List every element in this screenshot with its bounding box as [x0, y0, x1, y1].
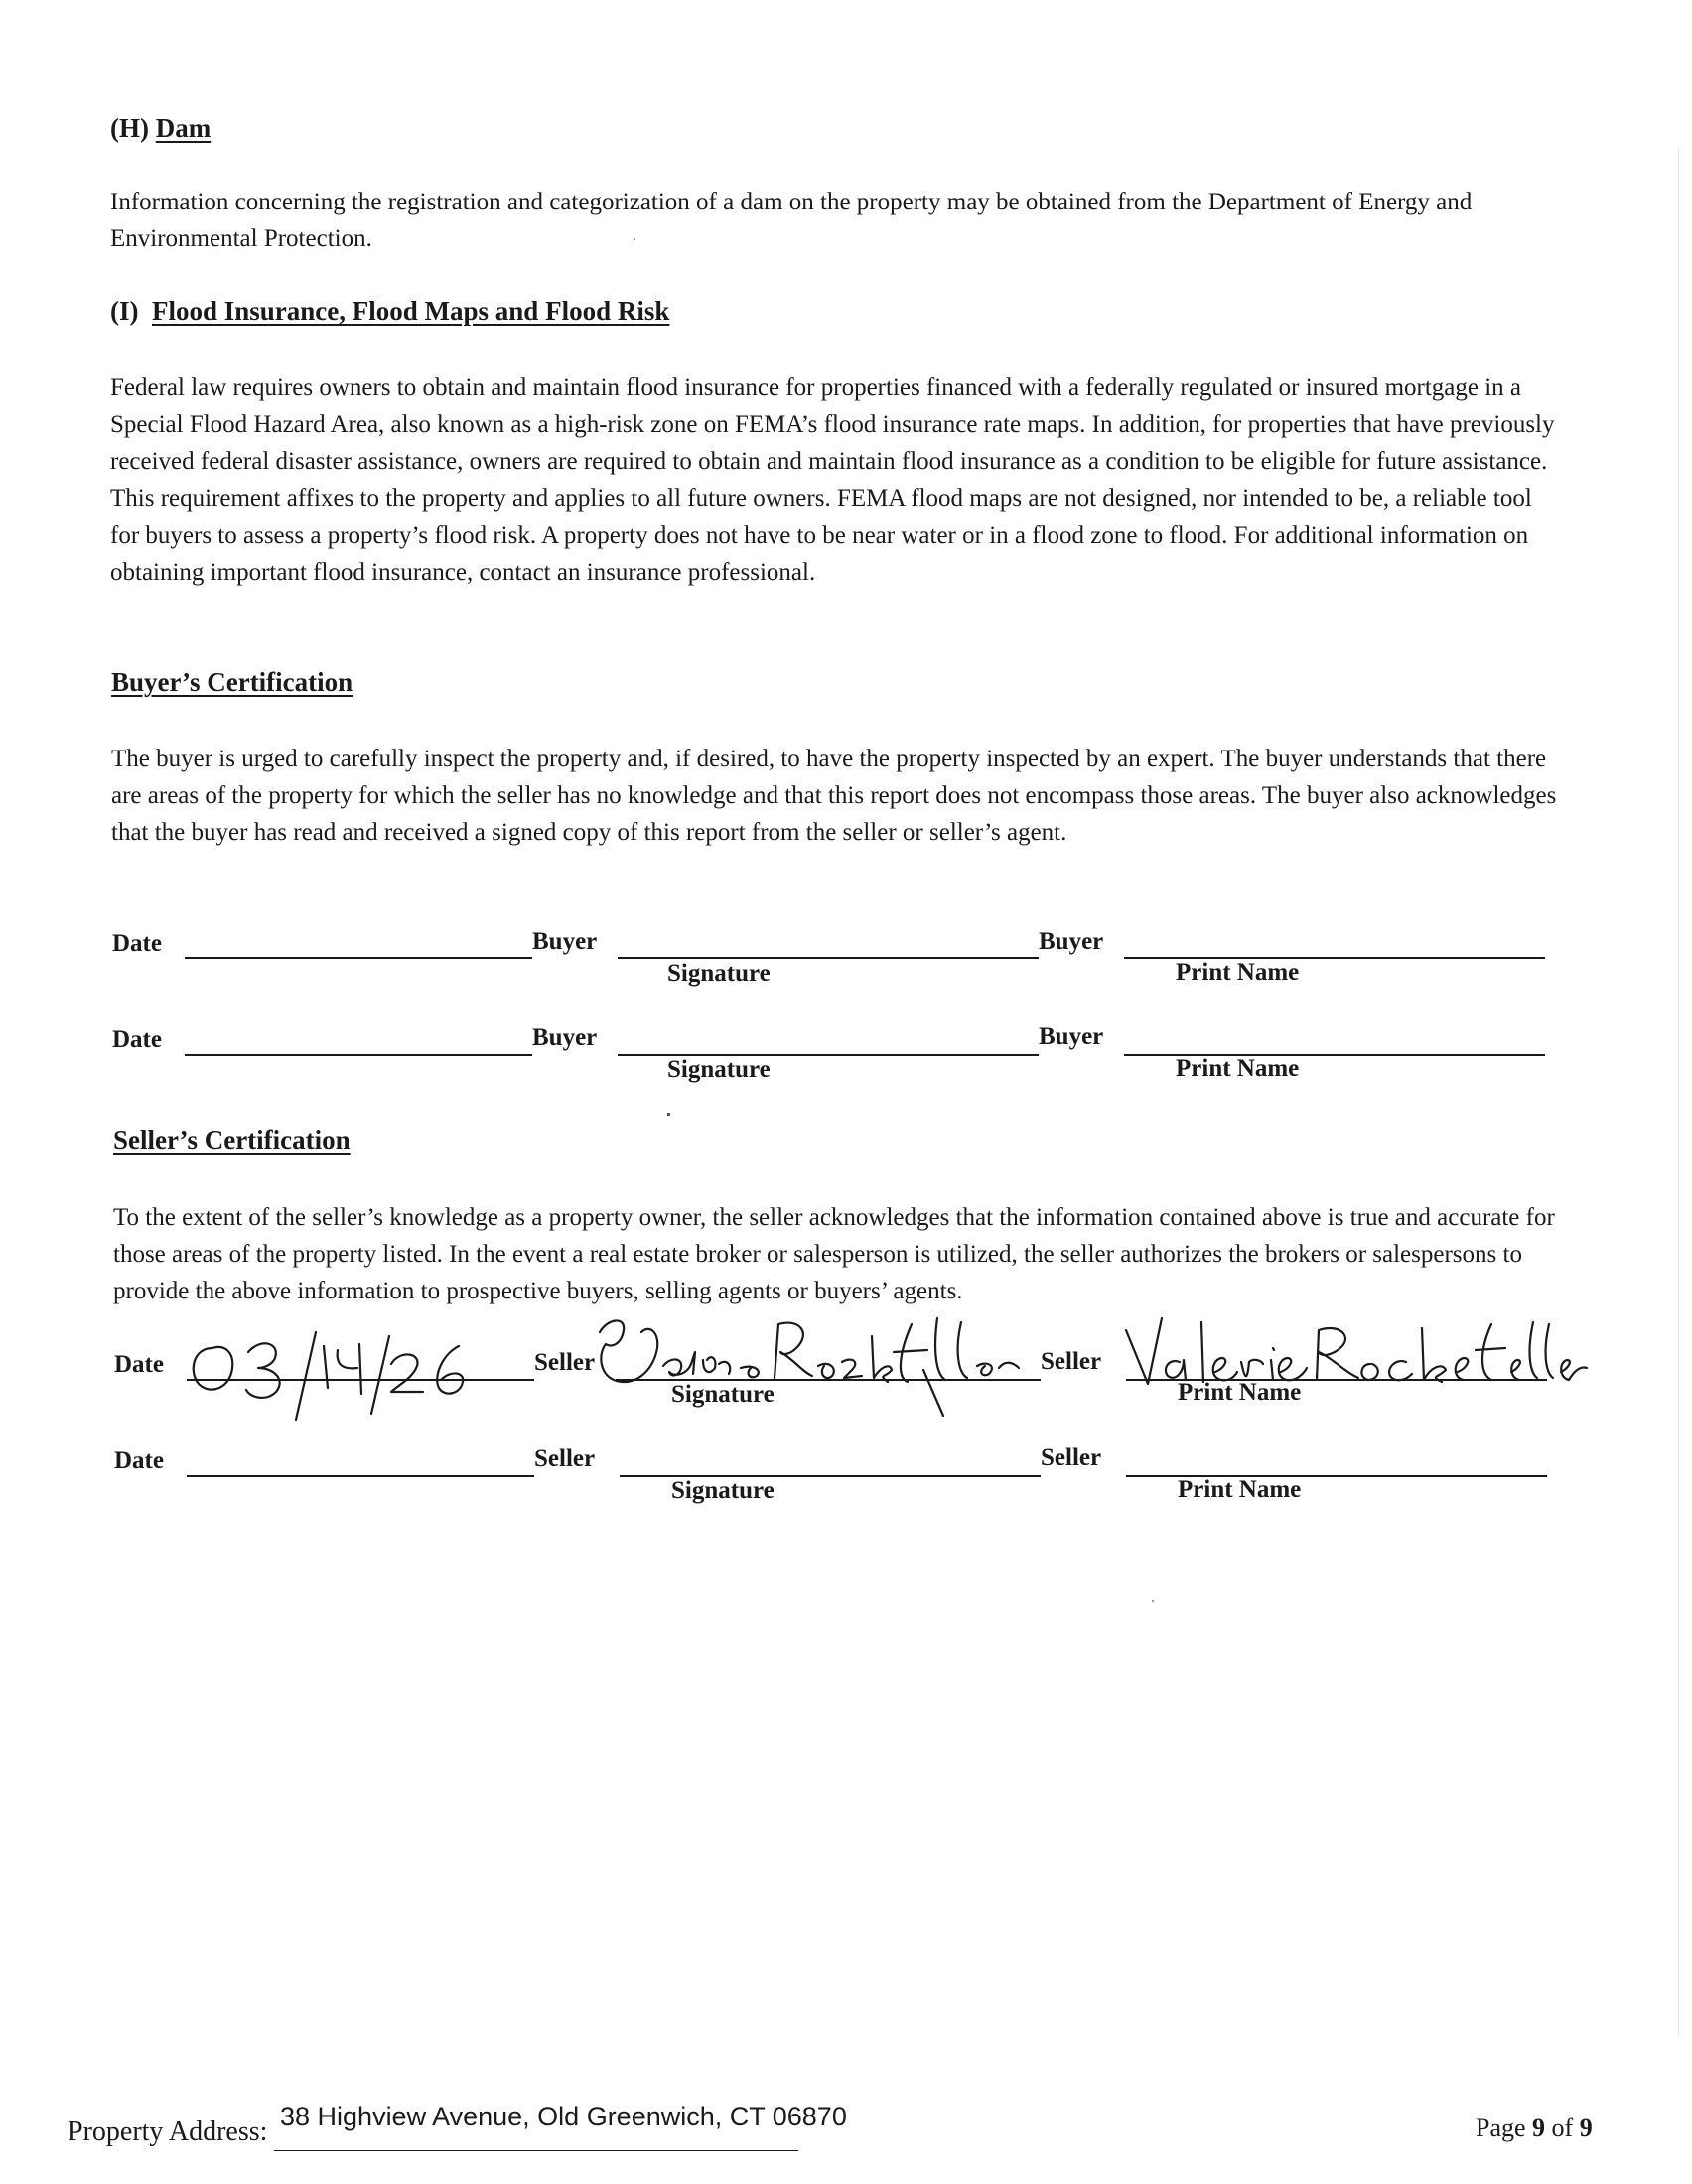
- buyer-print-name-caption-1: Print Name: [1176, 959, 1300, 986]
- dam-paragraph: Information concerning the registration and categorization of a dam on the property may be obtained from the Department of Energy and Environmental Protection.: [110, 189, 1473, 253]
- buyer-date-line-1[interactable]: [185, 957, 532, 959]
- dam-heading: [110, 113, 211, 144]
- dam-title: Dam: [155, 113, 212, 143]
- buyer-signature-caption-2: Signature: [667, 1056, 771, 1083]
- buyer-cert-heading: Buyer’s Certification: [111, 667, 353, 697]
- seller-print-name-caption-2: Print Name: [1178, 1476, 1302, 1503]
- flood-title: Flood Insurance, Flood Maps and Flood Risk: [152, 296, 670, 326]
- scan-speck: [667, 1113, 670, 1116]
- dam-marker: (H): [110, 113, 149, 143]
- handwritten-print-name: [1122, 1310, 1589, 1400]
- seller-label-1: Seller: [534, 1349, 596, 1376]
- seller-label-4: Seller: [1041, 1444, 1102, 1471]
- seller-date-line-2[interactable]: [187, 1475, 534, 1477]
- scan-speck: [634, 238, 635, 240]
- buyer-label-2: Buyer: [1039, 928, 1104, 955]
- flood-heading: [110, 296, 669, 327]
- page-total: 9: [1579, 2114, 1593, 2142]
- buyer-print-name-caption-2: Print Name: [1176, 1055, 1300, 1082]
- buyer-label-4: Buyer: [1039, 1024, 1104, 1050]
- buyer-label-1: Buyer: [532, 928, 598, 955]
- flood-marker: (I): [110, 296, 139, 326]
- seller-label-3: Seller: [534, 1445, 596, 1472]
- page-prefix: Page: [1476, 2114, 1526, 2142]
- property-address-label: Property Address:: [68, 2116, 268, 2147]
- buyer-signature-caption-1: Signature: [667, 960, 771, 987]
- buyer-cert-paragraph: The buyer is urged to carefully inspect the property and, if desired, to have the property inspected by an expert. The buyer understands that there are areas of the property for which the seller has no knowledge and that this report does not encompass those areas. The buyer also acknowledges that the buyer has read and received a signed copy of this report from the seller or seller’s agent.: [111, 746, 1557, 847]
- buyer-date-label-1: Date: [112, 930, 162, 957]
- property-address-line: [274, 2150, 798, 2151]
- seller-cert-paragraph: To the extent of the seller’s knowledge as a property owner, the seller acknowledges that the information contained above is true and accurate for those areas of the property listed. In the event a real estate broker or salesperson is utilized, the seller authorizes the brokers or salespersons to provide the above information to prospective buyers, selling agents or buyers’ agents.: [113, 1204, 1555, 1305]
- scan-speck: [1152, 1600, 1154, 1602]
- handwritten-signature: [592, 1308, 1049, 1420]
- handwritten-date: [179, 1310, 477, 1420]
- seller-date-label-2: Date: [114, 1447, 164, 1474]
- buyer-label-3: Buyer: [532, 1024, 598, 1051]
- scan-edge-line: [1678, 149, 1679, 2035]
- page-of: of: [1551, 2114, 1574, 2142]
- flood-paragraph: Federal law requires owners to obtain and maintain flood insurance for properties financed with a federally regulated or insured mortgage in a Special Flood Hazard Area, also known as a high-risk zone on FEMA’s flood insurance rate maps. In addition, for properties that have previously received federal disaster assistance, owners are required to obtain and maintain flood insurance as a condition to be eligible for future assistance. This requirement affixes to the property and applies to all future owners. FEMA flood maps are not designed, nor intended to be, a reliable tool for buyers to assess a property’s flood risk. A property does not have to be near water or in a flood zone to flood. For additional information on obtaining important flood insurance, contact an insurance professional.: [110, 374, 1555, 587]
- buyer-signature-line-1[interactable]: [618, 957, 1039, 959]
- seller-date-label-1: Date: [114, 1351, 164, 1378]
- buyer-date-label-2: Date: [112, 1026, 162, 1053]
- seller-signature-caption-1: Signature: [671, 1381, 775, 1408]
- property-address-value: 38 Highview Avenue, Old Greenwich, CT 06870: [280, 2102, 847, 2131]
- seller-signature-caption-2: Signature: [671, 1477, 775, 1504]
- page-current: 9: [1532, 2114, 1546, 2142]
- seller-label-2: Seller: [1041, 1348, 1102, 1375]
- seller-print-name-caption-1: Print Name: [1178, 1379, 1302, 1406]
- seller-cert-heading: Seller’s Certification: [113, 1125, 351, 1155]
- buyer-date-line-2[interactable]: [185, 1054, 532, 1056]
- page-number: [1476, 2114, 1593, 2143]
